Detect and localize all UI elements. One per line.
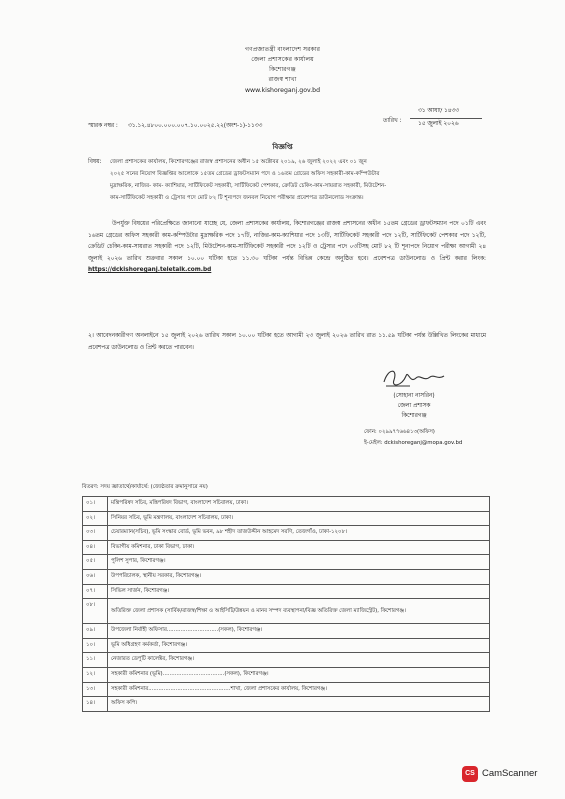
item-text: সহকারী কমিশনার (ভূমি)....................................(সকল), কিশোরগঞ্জ। <box>108 667 490 682</box>
list-item <box>83 697 490 712</box>
list-item <box>83 540 490 555</box>
signatory-name: (সোহানা নাসরিন) <box>393 393 435 399</box>
list-item <box>83 555 490 570</box>
item-number: ০৮। <box>83 599 108 624</box>
memo-number: ৩১.১২.৪৮০০.০০০.০০৭.১০.০০২৫.২২(অংশ-১)-১১৩৩ <box>128 123 263 129</box>
date-english: ১৫ জুলাই ২০২৬ <box>418 121 459 127</box>
list-item <box>83 653 490 668</box>
item-number: ১২। <box>83 667 108 682</box>
item-number: ০১। <box>83 497 108 512</box>
item-text: ভূমি অধিগ্রহণ কর্মকর্তা, কিশোরগঞ্জ। <box>108 638 490 653</box>
subject-line-4: কাম-সার্টিফিকেট সহকারী ও ট্রেসার পদে মোট ৮২ টি শূন্যপদে জনবল নিয়োগ পরীক্ষার প্রবেশপত্র ডাউনলোড সংক্রান্ত। <box>110 195 364 201</box>
camscanner-logo-icon <box>462 766 478 782</box>
body-paragraph-1-text: উপর্যুক্ত বিষয়ের পরিপ্রেক্ষিতে জানানো যাচ্ছে যে, জেলা প্রশাসকের কার্যালয়, কিশোরগঞ্জের রাজস্ব প্রশাসনের অধীন ১৫তম গ্রেডের ড্রাফটসম্যান পদে ০১টি এবং ১৬তম গ্রেডের অফিস সহকারী কাম-কম্পিউটার মুদ্রাক্ষরিক পদে ১৭টি, নাজির-কাম-ক্যাশিয়ার পদে ১৩টি, সার্টিফিকেট সহকারী পদে ১২টি, সার্টিফিকেট পেশকার পদে ১২টি, ক্রেডিট চেকিং-কাম-সায়রাত সহকারী পদে ১২টি, মিউটেশন-কাম-সার্টিফিকেট সহকারী পদে ১২টি ও ট্রেসার পদে ০৩টিসহ মোট ৮২ টি শূন্যপদে নিয়োগ পরীক্ষা আগামী ২৪ জুলাই ২০২৬ তারিখ শুক্রবার সকাল ১০.০০ ঘটিকা হতে ১১.৩০ ঘটিকা পর্যন্ত বিভিন্ন কেন্দ্রে অনুষ্ঠিত হবে। প্রবেশপত্র ডাউনলোড ও প্রিন্ট করার লিংক: <box>88 221 486 262</box>
notice-title: বিজ্ঞপ্তি <box>272 143 293 151</box>
list-item <box>83 682 490 697</box>
item-number: ০৫। <box>83 555 108 570</box>
list-item <box>83 497 490 512</box>
item-text: অফিস কপি। <box>108 697 490 712</box>
list-item <box>83 511 490 526</box>
distribution-title: বিতরণ: সদয় জ্ঞাতার্থে/কার্যার্থে: (জ্যেষ্ঠতার ক্রমানুসারে নয়) <box>82 484 208 490</box>
camscanner-logo-text: CS <box>465 770 475 777</box>
camscanner-label: CamScanner <box>482 768 538 779</box>
item-number: ০৬। <box>83 569 108 584</box>
item-text: উপজেলা নির্বাহী অফিসার..............................(সকল), কিশোরগঞ্জ। <box>108 624 490 639</box>
govt-name: গণপ্রজাতন্ত্রী বাংলাদেশ সরকার <box>244 46 321 53</box>
signature-image <box>380 364 450 394</box>
item-number: ১৩। <box>83 682 108 697</box>
list-item <box>83 624 490 639</box>
item-number: ০২। <box>83 511 108 526</box>
body-paragraph-1 <box>88 219 486 277</box>
item-text: উপপরিচালক, স্থানীয় সরকার, কিশোরগঞ্জ। <box>108 569 490 584</box>
item-number: ০৩। <box>83 526 108 541</box>
admit-card-link[interactable]: https://dckishoreganj.teletalk.com.bd <box>88 267 212 274</box>
item-text: সিভিল সার্জন, কিশোরগঞ্জ। <box>108 584 490 599</box>
date-bangla: ৩১ আষাঢ় ১৪৩৩ <box>418 108 460 114</box>
item-text: বিভাগীয় কমিশনার, ঢাকা বিভাগ, ঢাকা। <box>108 540 490 555</box>
item-text: সিনিয়র সচিব, ভূমি মন্ত্রণালয়, বাংলাদেশ সচিবালয়, ঢাকা। <box>108 511 490 526</box>
list-item <box>83 638 490 653</box>
subject-line-3: মুদ্রাক্ষরিক, নাজির- কাম- ক্যাশিয়ার, সার্টিফিকেট সহকারী, সার্টিফিকেট পেশকার, ক্রেডিট চেকিং-কাম-সায়রাত সহকারী, মিউটেশন- <box>110 183 387 189</box>
item-text: সহকারী কমিশনার................................................শাখা, জেলা প্রশাসকের কার্যালয়, কিশোরগঞ্জ। <box>108 682 490 697</box>
subject-line-2: ২০২৫ সনের নিয়োগ বিজ্ঞপ্তির আলোকে ১৫তম গ্রেডের ড্রাফটসম্যান পদে ও ১৬তম গ্রেডের অফিস সহকারী-কাম-কম্পিউটার <box>110 171 380 177</box>
item-text: চেয়ারম্যান(সচিব), ভূমি সংস্কার বোর্ড, ভূমি ভবন, ৯৮ শহীদ তাজউদ্দীন আহমেদ সরণি, তেজগাঁও, ঢাকা-১২০৮। <box>108 526 490 541</box>
item-number: ০৯। <box>83 624 108 639</box>
memo-label: স্মারক নম্বর : <box>88 123 118 129</box>
item-number: ১১। <box>83 653 108 668</box>
item-number: ০৪। <box>83 540 108 555</box>
list-item <box>83 569 490 584</box>
item-number: ১০। <box>83 638 108 653</box>
item-number: ১৪। <box>83 697 108 712</box>
body-paragraph-2: ২। আবেদনকারীগণ অনলাইনে ১৫ জুলাই ২০২৬ তারিখ সকাল ১০.০০ ঘটিকা হতে আগামী ২৩ জুলাই ২০২৬ তারিখ রাত ১১.৫৯ ঘটিকা পর্যন্ত উল্লিখিত লিংকের মাধ্যমে প্রবেশপত্র ডাউনলোড ও প্রিন্ট করতে পারবেন। <box>88 333 486 351</box>
list-item <box>83 584 490 599</box>
item-text: মন্ত্রিপরিষদ সচিব, মন্ত্রিপরিষদ বিভাগ, বাংলাদেশ সচিবালয়, ঢাকা। <box>108 497 490 512</box>
item-text: পুলিশ সুপার, কিশোরগঞ্জ। <box>108 555 490 570</box>
item-number: ০৭। <box>83 584 108 599</box>
office-phone: ফোন: ০২৯৯৭৭৬৬৪১৩(অফিস) <box>364 429 435 435</box>
date-divider <box>410 118 482 119</box>
list-item <box>83 526 490 541</box>
list-item <box>83 667 490 682</box>
date-label: তারিখ : <box>383 118 402 124</box>
subject-line-1: জেলা প্রশাসকের কার্যালয়, কিশোরগঞ্জের রাজস্ব প্রশাসনের অধীন ১৫ অক্টোবর ২০১৯, ২৬ জুলাই ২০২২ এবং ০১ জুন <box>110 159 367 165</box>
subject-label: বিষয়: <box>88 159 102 165</box>
website: www.kishoreganj.gov.bd <box>244 87 321 94</box>
office-email[interactable]: ই-মেইল: dckishoreganj@mopa.gov.bd <box>364 440 463 446</box>
signatory-district: কিশোরগঞ্জ <box>401 413 427 419</box>
item-text: নেজারত ডেপুটি কালেক্টর, কিশোরগঞ্জ। <box>108 653 490 668</box>
list-item <box>83 599 490 624</box>
item-text: অতিরিক্ত জেলা প্রশাসক (সার্বিক/রাজস্ব/শিক্ষা ও আইসিটি/উন্নয়ন ও মানব সম্পদ ব্যবস্থাপনা/বিজ্ঞ অতিরিক্ত জেলা ম্যাজিস্ট্রেট), কিশোরগঞ্জ। <box>108 599 490 624</box>
distribution-list <box>82 496 490 712</box>
district-name: কিশোরগঞ্জ <box>269 66 296 73</box>
section-name: রাজস্ব শাখা <box>268 76 297 83</box>
office-name: জেলা প্রশাসকের কার্যালয় <box>251 56 314 63</box>
signatory-designation: জেলা প্রশাসক <box>397 403 431 409</box>
